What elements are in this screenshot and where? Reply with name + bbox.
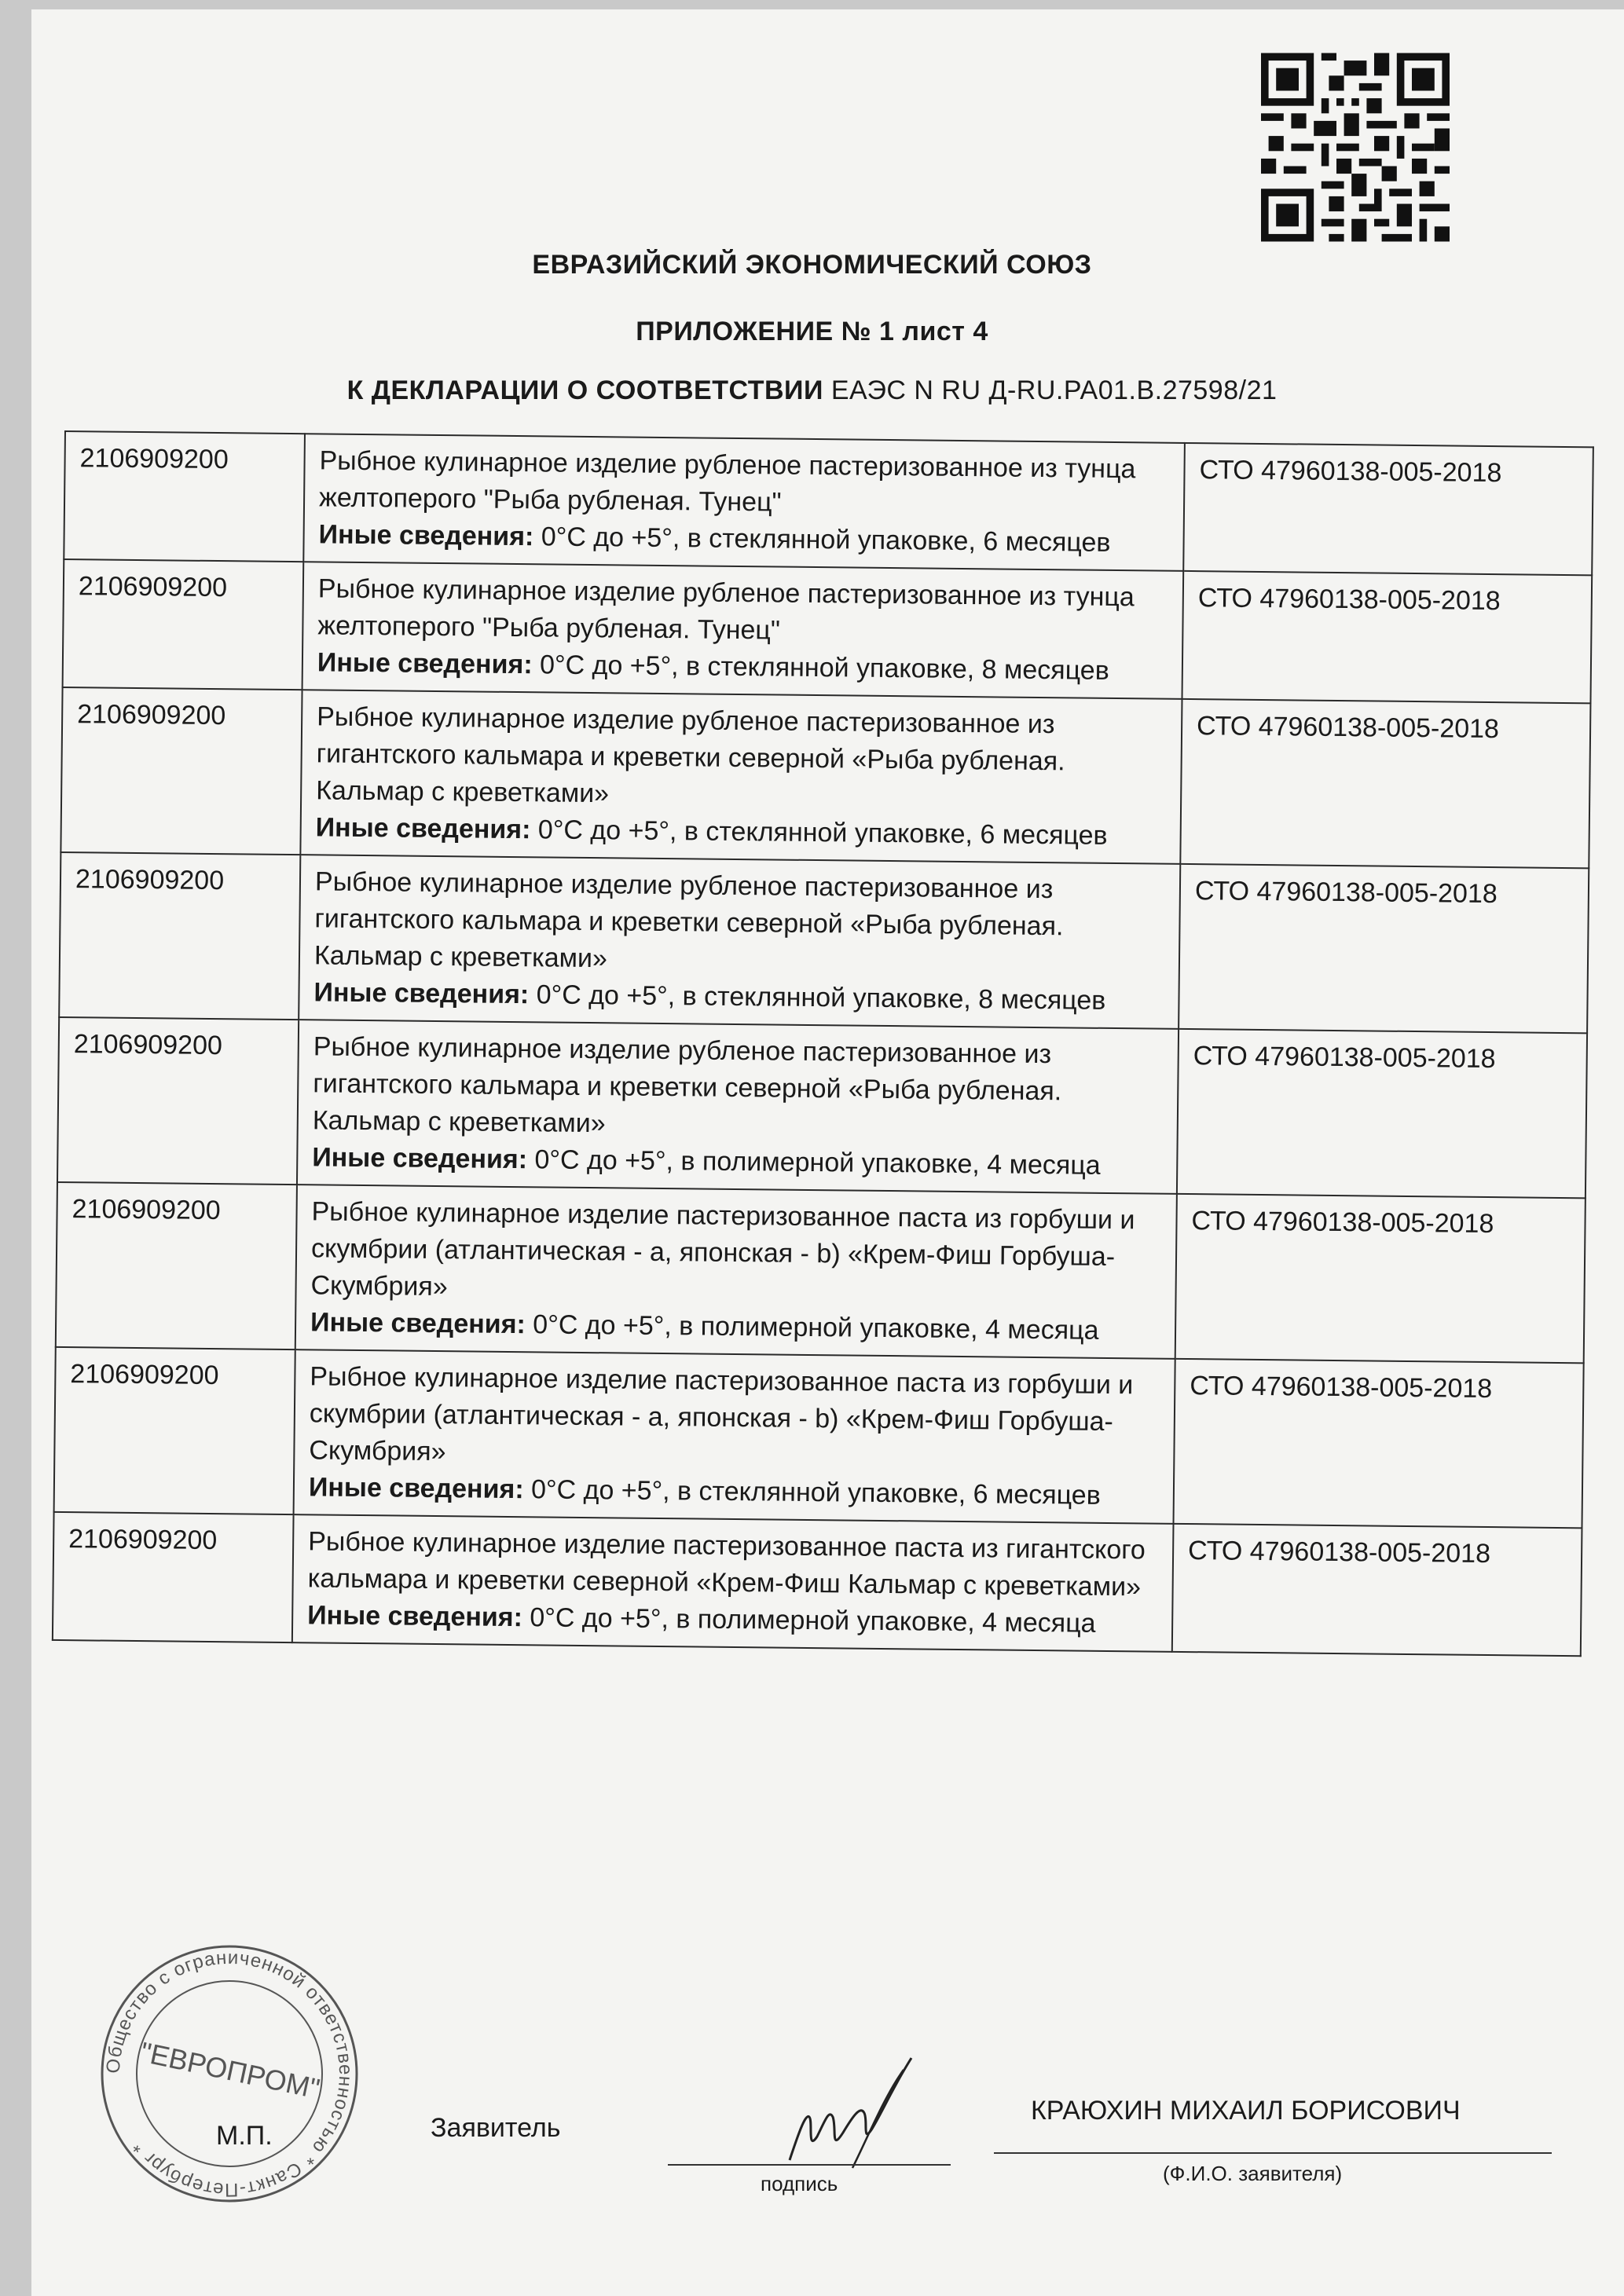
product-description: Рыбное кулинарное изделие рубленое пастеризованное из тунца желтоперого "Рыба рубленая. Тунец"	[317, 573, 1135, 646]
hs-code: 2106909200	[56, 1182, 297, 1349]
product-cell	[303, 434, 1185, 571]
signature-line	[668, 2164, 951, 2166]
name-caption: (Ф.И.О. заявителя)	[1163, 2162, 1343, 2185]
declaration-title	[0, 375, 1624, 406]
info-label: Иные сведения:	[307, 1600, 523, 1633]
hs-code: 2106909200	[57, 1017, 299, 1185]
product-info: 0°С до +5°, в стеклянной упаковке, 6 месяцев	[541, 522, 1111, 558]
product-cell	[297, 1020, 1179, 1194]
product-cell	[302, 562, 1184, 699]
product-cell	[294, 1349, 1175, 1524]
company-seal	[96, 1940, 363, 2207]
product-description: Рыбное кулинарное изделие рубленое пастеризованное из тунца желтоперого "Рыба рубленая. Тунец"	[318, 445, 1136, 518]
declaration-number: ЕАЭС N RU Д-RU.PA01.B.27598/21	[830, 375, 1278, 405]
standard-cell: СТО 47960138-005-2018	[1182, 571, 1592, 703]
hs-code: 2106909200	[63, 559, 304, 690]
table-row	[56, 1182, 1586, 1363]
product-cell	[292, 1514, 1174, 1652]
table-row	[64, 431, 1593, 575]
seal-ring-text: Общество с ограниченной ответственностью * Санкт-Петербург *	[102, 1946, 357, 2201]
product-info: 0°С до +5°, в стеклянной упаковке, 8 месяцев	[536, 980, 1106, 1016]
union-title: ЕВРАЗИЙСКИЙ ЭКОНОМИЧЕСКИЙ СОЮЗ	[532, 250, 1092, 280]
info-label: Иные сведения:	[310, 1307, 526, 1340]
info-label: Иные сведения:	[312, 1142, 528, 1175]
product-cell	[300, 690, 1182, 864]
info-label: Иные сведения:	[313, 977, 530, 1010]
product-description: Рыбное кулинарное изделие рубленое пастеризованное из гигантского кальмара и креветки северной «Рыба рубленая. Кальмар с креветками»	[312, 1031, 1062, 1139]
table-row	[63, 559, 1593, 703]
standard-cell: СТО 47960138-005-2018	[1172, 1524, 1582, 1656]
signature-caption: подпись	[761, 2172, 838, 2195]
info-label: Иные сведения:	[318, 519, 534, 552]
product-info: 0°С до +5°, в полимерной упаковке, 4 месяца	[534, 1144, 1101, 1181]
info-label: Иные сведения:	[315, 812, 531, 845]
products-table	[52, 430, 1594, 1657]
product-info: 0°С до +5°, в полимерной упаковке, 4 месяца	[533, 1309, 1099, 1346]
product-description: Рыбное кулинарное изделие пастеризованное паста из горбуши и скумбрии (атлантическая - a, японская - b) «Крем-Фиш Горбуша-Скумбрия»	[309, 1361, 1134, 1467]
table-row	[57, 1017, 1587, 1198]
product-description: Рыбное кулинарное изделие рубленое пастеризованное из гигантского кальмара и креветки северной «Рыба рубленая. Кальмар с креветками»	[313, 866, 1064, 974]
product-cell	[299, 855, 1180, 1029]
qr-code	[1261, 51, 1450, 244]
product-description: Рыбное кулинарное изделие рубленое пастеризованное из гигантского кальмара и креветки северной «Рыба рубленая. Кальмар с креветками»	[316, 701, 1065, 809]
applicant-label: Заявитель	[431, 2113, 561, 2143]
product-description: Рыбное кулинарное изделие пастеризованное паста из горбуши и скумбрии (атлантическая - a, японская - b) «Крем-Фиш Горбуша-Скумбрия»	[310, 1196, 1135, 1302]
table-row	[53, 1512, 1582, 1656]
name-line	[994, 2152, 1552, 2154]
seal-place-label: М.П.	[216, 2121, 273, 2151]
declaration-label: К ДЕКЛАРАЦИИ О СООТВЕТСТВИИ	[346, 375, 823, 405]
product-info: 0°С до +5°, в стеклянной упаковке, 8 месяцев	[539, 650, 1109, 686]
hs-code: 2106909200	[59, 852, 300, 1020]
hs-code: 2106909200	[64, 431, 305, 562]
appendix-title: ПРИЛОЖЕНИЕ № 1 лист 4	[636, 317, 988, 346]
standard-cell: СТО 47960138-005-2018	[1174, 1359, 1584, 1528]
table-row	[54, 1347, 1584, 1528]
product-description: Рыбное кулинарное изделие пастеризованное паста из гигантского кальмара и креветки северной «Крем-Фиш Кальмар с креветками»	[307, 1526, 1146, 1602]
standard-cell: СТО 47960138-005-2018	[1179, 864, 1589, 1033]
info-label: Иные сведения:	[317, 647, 533, 680]
info-label: Иные сведения:	[308, 1472, 524, 1505]
hs-code: 2106909200	[54, 1347, 295, 1514]
table-row	[59, 852, 1589, 1033]
product-cell	[295, 1185, 1177, 1359]
table-row	[60, 687, 1590, 868]
standard-cell: СТО 47960138-005-2018	[1183, 443, 1593, 575]
standard-cell: СТО 47960138-005-2018	[1180, 699, 1590, 868]
hs-code: 2106909200	[53, 1512, 294, 1642]
applicant-name: КРАЮХИН МИХАИЛ БОРИСОВИЧ	[1031, 2096, 1461, 2126]
product-info: 0°С до +5°, в стеклянной упаковке, 6 месяцев	[537, 815, 1108, 851]
seal-company-name: "ЕВРОПРОМ"	[137, 2035, 323, 2105]
hs-code: 2106909200	[60, 687, 302, 855]
standard-cell: СТО 47960138-005-2018	[1177, 1029, 1587, 1198]
standard-cell: СТО 47960138-005-2018	[1175, 1194, 1586, 1363]
product-info: 0°С до +5°, в стеклянной упаковке, 6 месяцев	[530, 1474, 1101, 1511]
product-info: 0°С до +5°, в полимерной упаковке, 4 месяца	[530, 1602, 1096, 1639]
